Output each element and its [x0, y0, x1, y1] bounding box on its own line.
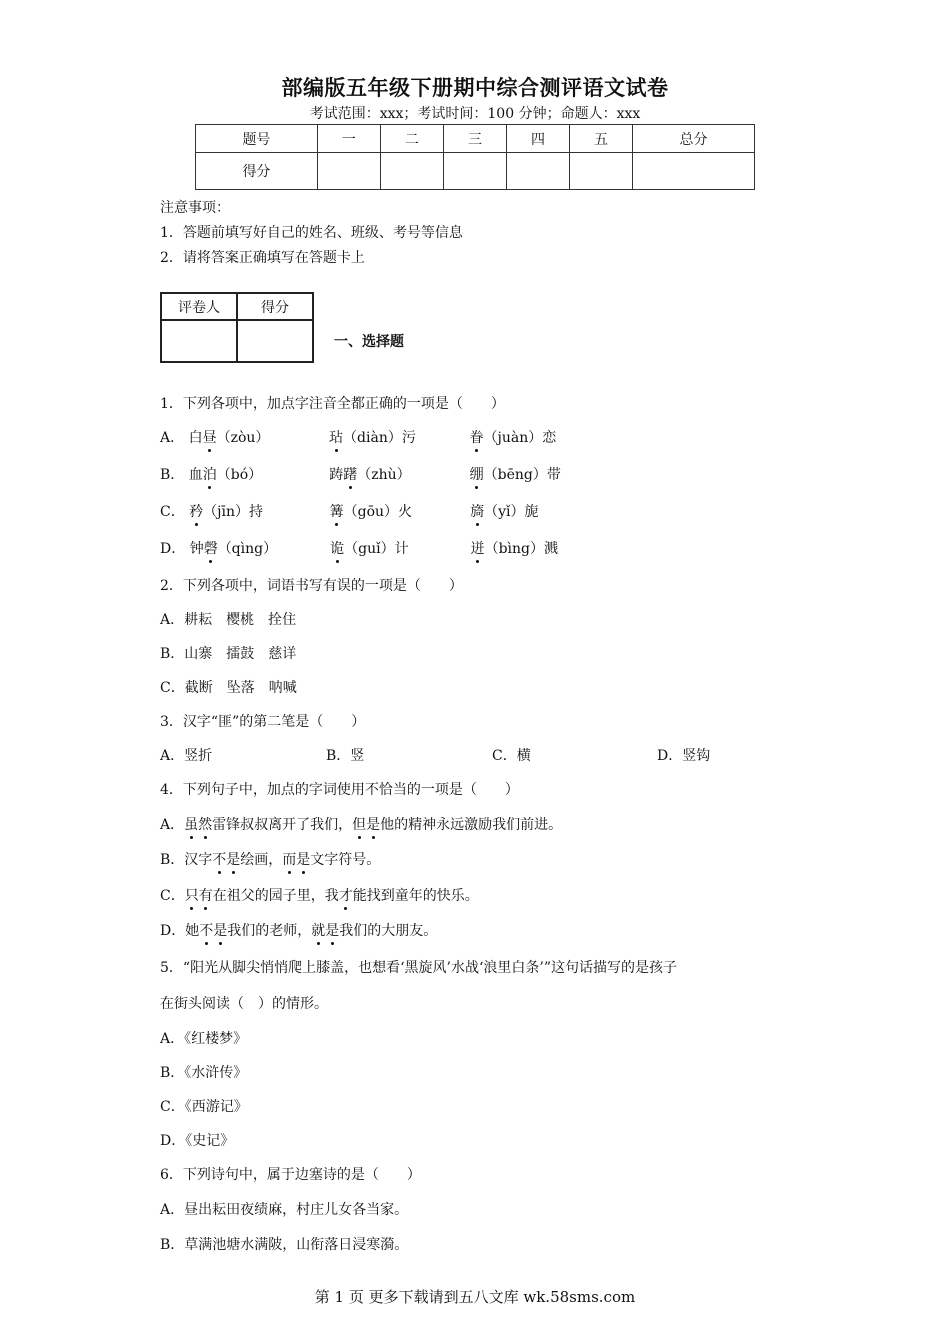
section-title: 一、选择题	[334, 334, 404, 350]
q5-stem-line2: 在街头阅读（ ）的情形。	[160, 996, 328, 1012]
notes-heading: 注意事项：	[160, 200, 230, 216]
score-cell[interactable]	[443, 153, 506, 190]
notes	[160, 196, 463, 271]
grader-cell[interactable]	[161, 320, 237, 362]
q4-stem: 4．下列句子中，加点的字词使用不恰当的一项是（ ）	[160, 782, 519, 798]
score-cell[interactable]	[380, 153, 443, 190]
option-word: 迸（bìng）溅	[471, 538, 558, 558]
option-label: D．	[160, 541, 186, 557]
option-text: 绘画，	[240, 852, 283, 868]
option-word: 篝（gōu）火	[330, 501, 466, 521]
option-word: 旖（yǐ）旎	[470, 501, 538, 521]
option-word: 钟磬（qìng）	[190, 538, 326, 558]
option-text: 在祖父的园子里，我	[212, 888, 339, 904]
option-text: 能找到童年的快乐。	[352, 888, 479, 904]
score-header-cell: 一	[317, 125, 380, 153]
q5-stem-line1: 5．“阳光从脚尖悄悄爬上膝盖，也想看‘黑旋风’水战‘浪里白条’”这句话描写的是孩子	[160, 960, 678, 976]
score-header-cell: 二	[380, 125, 443, 153]
grader-score-label: 得分	[237, 293, 313, 320]
score-cell[interactable]	[570, 153, 633, 190]
dotted-word: 不是	[199, 923, 227, 939]
score-header-cell: 题号	[196, 125, 318, 153]
q1-option-b[interactable]	[160, 464, 561, 484]
q4-option-b[interactable]	[160, 849, 380, 869]
q4-option-c[interactable]	[160, 885, 479, 905]
option-label: B．	[160, 467, 185, 483]
q6-option-b[interactable]: B．草满池塘水满陂，山衔落日浸寒漪。	[160, 1237, 409, 1253]
option-text: C．	[160, 888, 185, 904]
dotted-word: 只有	[185, 888, 213, 904]
q5-option-b[interactable]: B．《水浒传》	[160, 1065, 248, 1081]
q1-stem: 1．下列各项中，加点字注音全都正确的一项是（ ）	[160, 396, 505, 412]
score-cell[interactable]	[506, 153, 569, 190]
exam-title: 部编版五年级下册期中综合测评语文试卷	[281, 76, 669, 100]
q3-option-b[interactable]: B．竖	[326, 748, 365, 764]
option-text: B．汉字	[160, 852, 213, 868]
q6-stem: 6．下列诗句中，属于边塞诗的是（ ）	[160, 1167, 421, 1183]
q4-option-a[interactable]	[160, 814, 562, 834]
q2-option-b[interactable]: B．山寨 擂鼓 慈详	[160, 646, 297, 662]
q2-option-a[interactable]: A．耕耘 樱桃 拴住	[160, 612, 297, 628]
option-word: 诡（guǐ）计	[330, 538, 466, 558]
grader-label: 评卷人	[161, 293, 237, 320]
option-text: D．她	[160, 923, 200, 939]
q3-option-a[interactable]: A．竖折	[160, 748, 213, 764]
q1-option-c[interactable]	[160, 501, 538, 521]
q2-stem: 2．下列各项中，词语书写有误的一项是（ ）	[160, 578, 463, 594]
dotted-word: 就是	[311, 923, 339, 939]
dotted-word: 但是	[352, 817, 380, 833]
q5-option-c[interactable]: C．《西游记》	[160, 1099, 248, 1115]
q3-option-c[interactable]: C．横	[492, 748, 531, 764]
q5-option-d[interactable]: D．《史记》	[160, 1133, 235, 1149]
option-label: C．	[160, 504, 185, 520]
q5-option-a[interactable]: A．《红楼梦》	[160, 1031, 248, 1047]
exam-subtitle: 考试范围：xxx；考试时间：100 分钟；命题人：xxx	[309, 106, 641, 122]
score-cell[interactable]	[317, 153, 380, 190]
option-word: 眷（juàn）恋	[469, 427, 556, 447]
q2-option-c[interactable]: C．截断 坠落 呐喊	[160, 680, 297, 696]
option-text: 他的精神永远激励我们前进。	[380, 817, 563, 833]
score-row-label: 得分	[196, 153, 318, 190]
option-word: 玷（diàn）污	[329, 427, 465, 447]
score-cell[interactable]	[633, 153, 755, 190]
option-word: 踌躇（zhù）	[329, 464, 465, 484]
dotted-word: 不是	[212, 852, 240, 868]
option-word: 矜（jīn）持	[189, 501, 325, 521]
option-word: 血泊（bó）	[189, 464, 325, 484]
dotted-word: 虽然	[184, 817, 212, 833]
notes-item: 2．请将答案正确填写在答题卡上	[160, 250, 365, 266]
option-text: 雷锋叔叔离开了我们，	[212, 817, 353, 833]
option-text: A．	[160, 817, 185, 833]
score-header-cell: 四	[506, 125, 569, 153]
score-header-cell: 总分	[633, 125, 755, 153]
notes-item: 1．答题前填写好自己的姓名、班级、考号等信息	[160, 225, 463, 241]
q3-stem: 3．汉字“匪”的第二笔是（ ）	[160, 714, 366, 730]
option-text: 我们的大朋友。	[339, 923, 438, 939]
q6-option-a[interactable]: A．昼出耘田夜绩麻，村庄儿女各当家。	[160, 1202, 409, 1218]
grader-table	[160, 292, 314, 363]
q1-option-d[interactable]	[160, 538, 558, 558]
option-word: 绷（bēng）带	[470, 464, 561, 484]
grader-score-cell[interactable]	[237, 320, 313, 362]
dotted-word: 而是	[282, 852, 310, 868]
score-table	[195, 124, 755, 190]
score-header-cell: 三	[443, 125, 506, 153]
q3-option-d[interactable]: D．竖钩	[657, 748, 711, 764]
dotted-word: 才	[339, 888, 353, 904]
q3-options	[160, 745, 710, 765]
option-text: 文字符号。	[310, 852, 381, 868]
q1-option-a[interactable]	[160, 427, 556, 447]
option-label: A．	[160, 430, 185, 446]
page-footer: 第 1 页 更多下载请到五八文库 wk.58sms.com	[314, 1288, 636, 1306]
score-header-cell: 五	[570, 125, 633, 153]
option-text: 我们的老师，	[227, 923, 312, 939]
option-word: 白昼（zòu）	[189, 427, 325, 447]
q4-option-d[interactable]	[160, 920, 437, 940]
